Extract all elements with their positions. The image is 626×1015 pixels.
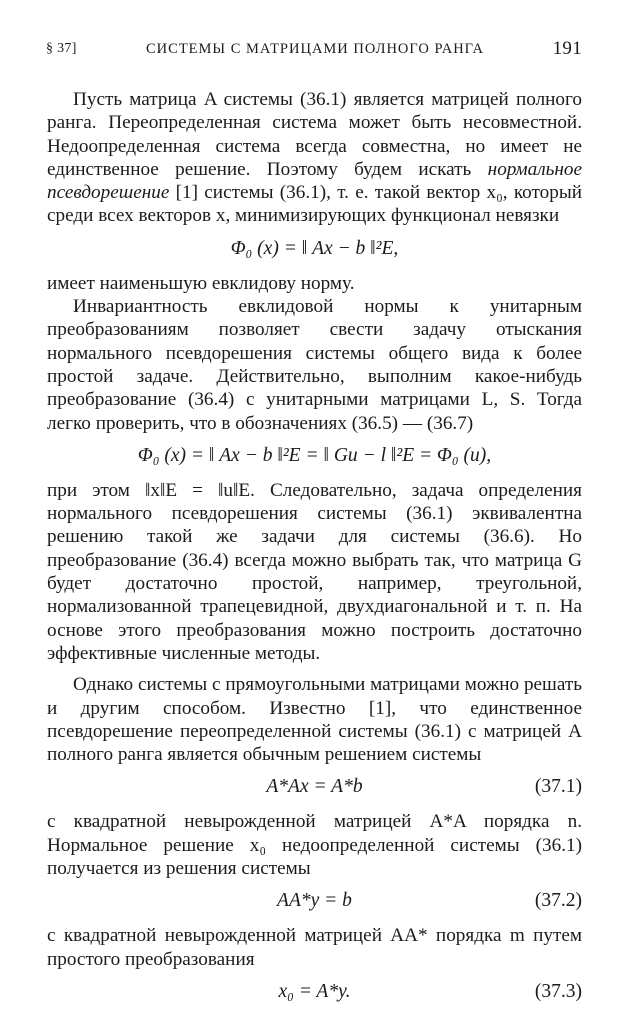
p1-text-b: [1] системы (36.1), т. е. такой вектор x₀, который среди всех векторов x, минимизирующих функционал невязки xyxy=(47,182,582,227)
paragraph-2-end: при этом ‖x‖E = ‖u‖E. Следовательно, задача определения нормального псевдорешения системы (36.1) эквивалентна решению такой же задачи для системы (36.6). Но преобразование (36.4) всегда можно выбрать так, что матрица G будет достаточно простой, например, треугольной, нормализованной трапецевидной, двухдиагональной и т. п. На основе этого преобразования можно построить достаточно эффективные численные методы. xyxy=(47,479,582,664)
running-title: СИСТЕМЫ С МАТРИЦАМИ ПОЛНОГО РАНГА xyxy=(146,41,484,57)
equation-37-2-body: AA*y = b xyxy=(277,890,352,912)
paragraph-2: Инвариантность евклидовой нормы к унитарным преобразованиям позволяет свести задачу отыскания нормального псевдорешения системы общего вида к более простой задаче. Действительно, выполним какое-нибудь преобразование (36.4) с унитарными матрицами L, S. Тогда легко проверить, что в обозначениях (36.5) — (36.7) xyxy=(47,296,582,434)
equation-37-2 xyxy=(47,889,582,913)
equation-37-1-number: (37.1) xyxy=(534,776,582,798)
p1-emphasis: нормальное псевдорешение xyxy=(47,158,582,204)
running-header xyxy=(46,38,582,62)
paragraph-1 xyxy=(47,88,582,228)
page-body xyxy=(47,88,582,1015)
paragraph-1-end: имеет наименьшую евклидову норму. xyxy=(47,272,355,294)
page-number: 191 xyxy=(552,38,582,59)
equation-1: Φ₀ (x) = ‖ Ax − b ‖²E, xyxy=(230,237,399,259)
equation-37-3 xyxy=(47,980,582,1004)
equation-37-3-number: (37.3) xyxy=(534,980,582,1002)
paragraph-3: Однако системы с прямоугольными матрицами можно решать и другим способом. Известно [1], что единственное псевдорешение переопределенной системы (36.1) с матрицей A полного ранга является обычным решением системы xyxy=(47,674,582,766)
equation-37-3-body: x₀ = A*y. xyxy=(278,980,351,1002)
equation-37-1-body: A*Ax = A*b xyxy=(266,776,363,798)
paragraph-3-end: с квадратной невырожденной матрицей AA* порядка m путем простого преобразования xyxy=(47,925,582,970)
equation-37-2-number: (37.2) xyxy=(534,890,582,912)
equation-37-1 xyxy=(47,775,582,799)
paragraph-3-mid: с квадратной невырожденной матрицей A*A порядка n. Нормальное решение x₀ недоопределенной системы (36.1) получается из решения системы xyxy=(47,811,582,880)
equation-2: Φ₀ (x) = ‖ Ax − b ‖²E = ‖ Gu − l ‖²E = Φ₀ (u), xyxy=(137,444,492,466)
p1-text-a: Пусть матрица A системы (36.1) является матрицей полного ранга. Переопределенная система может быть несовместной. Недоопределенная система всегда совместна, но имеет не единственное решение. Поэтому будем искать xyxy=(47,89,582,180)
section-marker: § 37] xyxy=(46,41,77,56)
